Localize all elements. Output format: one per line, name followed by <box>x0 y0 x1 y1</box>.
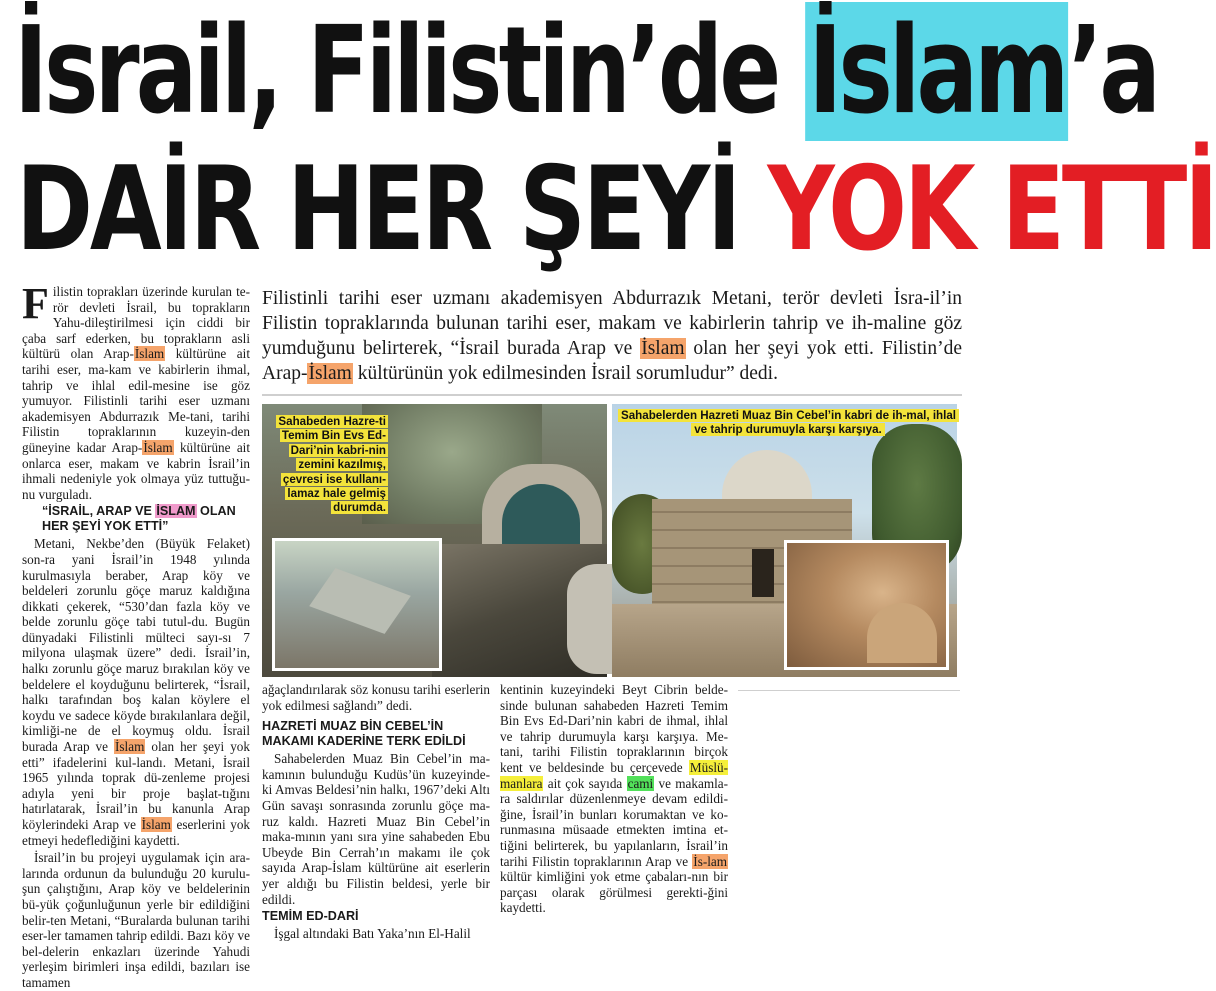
col1-text: olan her şeyi yok etti” ifadelerini kul-landı. Metani, İsrail 1965 yılında toprak dü-zenleme projesi adıyla yeni bir proje başlat-tığını hatırlatarak, İsrail’in bu kanunla Arap köylerindeki Arap ve <box>22 739 250 832</box>
col1-text: ilistin toprakları üzerinde kurulan te-rör devleti İsrail, bu toprakların Yahu-dileştirilmesi için ciddi bir çaba sarf ederken, bu toprakların asli kültürü olan Arap- <box>22 284 250 362</box>
lead-divider <box>262 394 962 396</box>
photo-caption-1-text: Sahabeden Hazre-ti Temim Bin Evs Ed-Dari’nin kabri-nin zemini kazılmış, çevresi ise kullanı-lamaz hale gelmiş durumda. <box>278 415 386 515</box>
headline-text-1a: İsrail, Filistin’de <box>14 2 806 141</box>
col3-highlight-yellow: Müslü-manlara <box>500 759 728 791</box>
col3-text: ve makamla-ra saldırılar düzenlenmeye devam edildi-ğine, İsrail’in bunları korumaktan ve ko-runmasına müsaade etmekten imtina et-tiğini belirterek, bu yapılanların, İsrail’in tarihi Filistin topraklarının Arap ve <box>500 775 729 869</box>
lead-text-2: olan her şeyi yok etti. Filistin’de Arap- <box>262 338 962 384</box>
col3-paragraph-1 <box>500 682 728 916</box>
headline-text-2a: DAİR HER ŞEYİ <box>16 142 768 277</box>
col1-paragraph-1 <box>22 279 250 502</box>
col3-text: kentinin kuzeyindeki Beyt Cibrin belde-sinde bulunan sahabeden Hazreti Temim Bin Evs Ed-Dari’nin kabri de ihmal, ihlal ve tahrip durumuyla karşı karşıya. Me-tani, tarihi Filistin topraklarının birçok kent ve beldesinde bu çerçevede <box>500 682 728 775</box>
lead-text-1: Filistinli tarihi eser uzmanı akademisyen Abdurrazık Metani, terör devleti İsra-il’in Filistin topraklarında bulunan tarihi eser, makam ve kabirlerin tahrip ve ih-maline göz yumduğunu belirterek, “İsrail burada Arap ve <box>262 288 962 359</box>
headline-red-text: YOK ETTİ <box>767 142 1216 277</box>
col2-subheading-1: HAZRETİ MUAZ BİN CEBEL’İN MAKAMI KADERİNE TERK EDİLDİ <box>262 719 466 749</box>
col2-paragraph-3: İşgal altındaki Batı Yaka’nın El-Halil <box>274 926 471 942</box>
col3-highlight-green: cami <box>627 775 654 791</box>
col1-subheading-highlight: İSLAM <box>156 504 196 519</box>
col2-paragraph-2: Sahabelerden Muaz Bin Cebel’in ma-kamının bulunduğu Kudüs’ün kuzeyinde-ki Amvas Beldesi’nin halkı, 1967’deki Altı Gün savaşı sonrasında zorunlu göçe ma-ruz kaldı. Hazreti Muaz Bin Cebel’in maka-mının yanı sıra yine sahabeden Ebu Ubeyde Bin Cerrah’ın makamı ile çok sayıda Arap-İslam kültürüne ait eserlerin yer aldığı bu Filistin beldesi, yerle bir edildi. <box>262 751 490 907</box>
col1-highlight: İslam <box>115 739 145 755</box>
headline-line-2 <box>16 142 1216 277</box>
col1-paragraph-3: İsrail’in bu projeyi uygulamak için ara-larında ordunun da bulunduğu 20 kurulu-şun çalıştığını, Arap köy ve beldelerinin bü-yük çoğunluğunun yerle bir edildiğini belir-ten Metani, “Buralarda bulunan tarihi eser-ler tamamen tahrip edildi. Bazı köy ve bel-delerin enkazları üzerinde Yahudi yerleşim birimleri inşa edildi, bazıları ise tamamen <box>22 850 250 990</box>
lead-highlight-1: İslam <box>641 338 685 359</box>
col1-highlight: İslam <box>143 439 173 455</box>
col2-paragraph-1: ağaçlandırılarak söz konusu tarihi eserlerin yok edilmesi sağlandı” dedi. <box>262 682 490 713</box>
photo-caption-2-text: Sahabelerden Hazreti Muaz Bin Cebel’in kabri de ih-mal, ihlal ve tahrip durumuyla karşı karşıya. <box>618 409 959 436</box>
col3-text: ait çok sayıda <box>543 775 627 791</box>
col2-subheading-2: TEMİM ED-DARİ <box>262 909 359 924</box>
col1-text: kültürüne ait tarihi eser, ma-kam ve kabirlerin ihmal, tahrip ve ihlal edil-mesine ise göz yumuyor. Filistinli tarihi eser uzmanı akademisyen Abdurrazık Me-tani, tarihi Filistin topraklarının kuzeyin-den güneyine kadar Arap- <box>22 346 250 455</box>
lead-text-3: kültürünün yok edilmesinden İsrail sorumludur” dedi. <box>352 363 778 384</box>
col1-subheading <box>22 504 250 534</box>
photo-inset-tomb <box>272 538 442 671</box>
photo-caption-2 <box>618 409 958 438</box>
col1-highlight: İslam <box>134 346 165 362</box>
col1-text: kültürüne ait onlarca eser, makam ve kabrin İsrail’in ihmali nedeniyle yok olmaya yüz tuttuğu-nu vurguladı. <box>22 439 250 502</box>
lead-highlight-2: İslam <box>308 363 352 384</box>
col1-text: eserlerini yok etmeyi hedeflediğini kaydetti. <box>22 817 251 848</box>
photo-caption-1 <box>270 415 388 516</box>
col1-subheading-text: “İSRAİL, ARAP VE <box>42 504 156 519</box>
article-column-1 <box>22 279 251 991</box>
col3-text: kültür kimliğini yok etme çabaları-nın bir parçası olarak görülmesi gerekti-ğini kaydetti. <box>500 869 728 916</box>
headline-text-1b: ’a <box>1068 2 1158 141</box>
col1-text: Metani, Nekbe’den (Büyük Felaket) son-ra yani İsrail’in 1948 yılında kurulmasıyla beraber, Arap köy ve beldeleri zorunlu göçe maruz kaldığına dikkati çekerek, “530’dan fazla köy ve belde zorunlu göçe tabi tutul-du. Bugün dünyadaki Filistinli mülteci sayı-sı 7 milyona ulaşmak üzere” dedi. İsrail’in, halkı zorunlu göçe maruz bırakılan köy ve beldelere el koyduğunu belirterek, “İsrail, halkı tarafından boş kalan köylere el koydu ve sadece köyde bırakılanlara değil, kimliği-ne de el koymuş oldu. İsrail burada Arap ve <box>22 536 250 755</box>
lead-paragraph <box>262 286 962 386</box>
drop-cap: F <box>22 279 49 328</box>
col1-highlight: İslam <box>141 817 171 832</box>
col3-highlight-orange: İs-lam <box>693 853 727 869</box>
photo-muaz-tomb <box>612 404 957 677</box>
column-divider <box>738 690 960 691</box>
col1-paragraph-2 <box>22 536 250 848</box>
article-column-2 <box>262 682 490 942</box>
headline-line-1 <box>14 2 1158 144</box>
col1-subheading-text: OLAN HER ŞEYİ YOK ETTİ” <box>42 504 236 534</box>
photo-inset-interior <box>784 540 949 670</box>
article-column-3 <box>500 682 728 916</box>
headline-highlight-islam: İslam <box>805 2 1068 141</box>
